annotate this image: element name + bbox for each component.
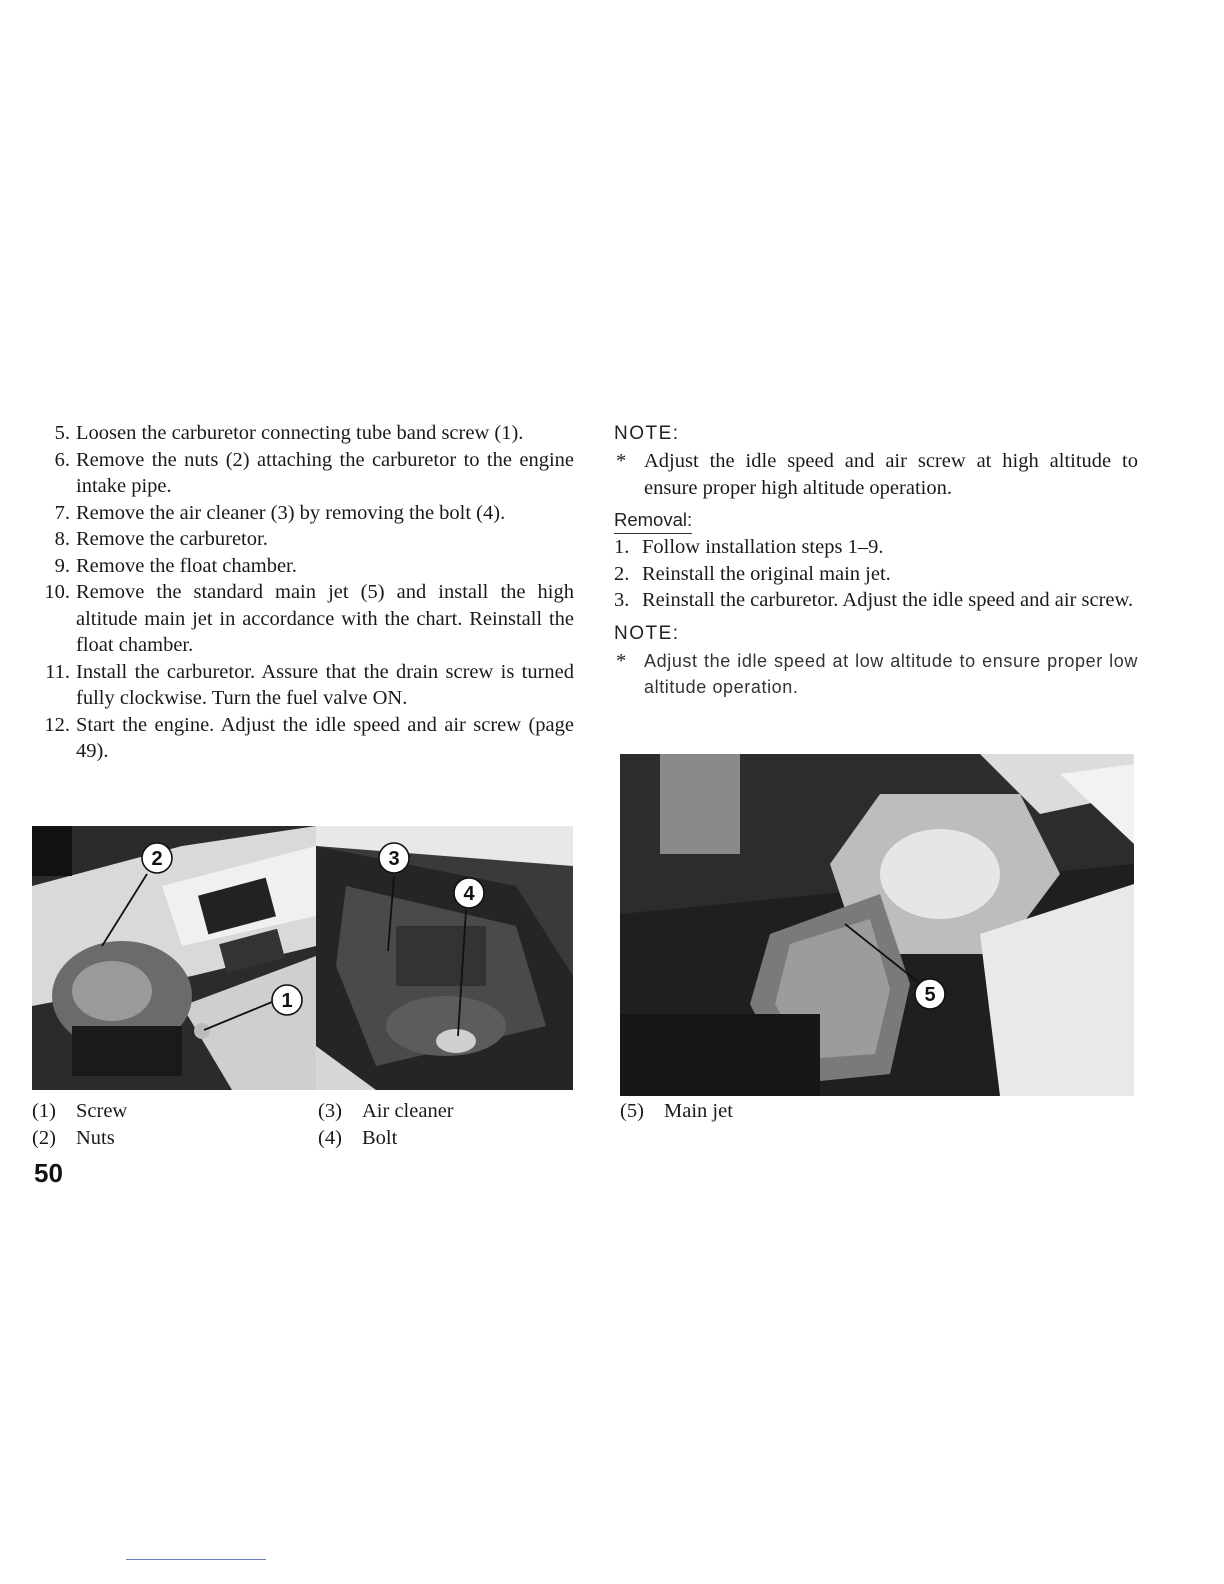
note-low-altitude: * Adjust the idle speed at low altitude to ensure proper low altitude operation. xyxy=(614,648,1138,701)
removal-step-2: 2. Reinstall the original main jet. xyxy=(614,562,891,585)
callout-1: 1 xyxy=(281,990,293,1012)
callout-3: 3 xyxy=(388,848,400,870)
step-11: 11. Install the carburetor. Assure that the drain screw is turned fully clockwise. Turn the fuel valve ON. xyxy=(45,660,574,709)
caption-photo-3 xyxy=(620,1098,733,1125)
caption-item: (5) Main jet xyxy=(620,1100,733,1122)
caption-item: (3) Air cleaner xyxy=(318,1100,454,1122)
removal-step-1: 1. Follow installation steps 1–9. xyxy=(614,536,884,558)
photo-main-jet xyxy=(620,754,1134,1096)
callout-5: 5 xyxy=(924,984,936,1006)
step-5: 5. Loosen the carburetor connecting tube band screw (1). xyxy=(54,422,524,444)
removal-section xyxy=(614,507,1138,614)
caption-item: (4) Bolt xyxy=(318,1127,398,1149)
step-10: 10. Remove the standard main jet (5) and install the high altitude main jet in accordance with the chart. Reinstall the float chamber. xyxy=(44,581,574,656)
step-8: 8. Remove the carburetor. xyxy=(54,528,268,550)
callout-4: 4 xyxy=(463,883,475,905)
caption-item: (2) Nuts xyxy=(32,1127,115,1149)
step-6: 6. Remove the nuts (2) attaching the carburetor to the engine intake pipe. xyxy=(54,448,574,497)
removal-step-3: 3. Reinstall the carburetor. Adjust the idle speed and air screw. xyxy=(614,589,1134,611)
note-heading-high-altitude: NOTE: xyxy=(614,423,680,444)
photo-carburetor-screw-nuts xyxy=(32,826,316,1090)
photo-air-cleaner-bolt xyxy=(316,826,573,1090)
step-12: 12. Start the engine. Adjust the idle speed and air screw (page 49). xyxy=(44,713,574,762)
right-column xyxy=(614,420,1138,707)
note-high-altitude: * Adjust the idle speed and air screw at high altitude to ensure proper high altitude operation. xyxy=(614,448,1138,501)
installation-steps xyxy=(34,420,574,765)
step-7: 7. Remove the air cleaner (3) by removing the bolt (4). xyxy=(54,501,506,524)
note-heading-low-altitude: NOTE: xyxy=(614,622,680,644)
caption-item: (1) Screw xyxy=(32,1100,128,1122)
asterisk-icon: * xyxy=(616,649,627,672)
asterisk-icon: * xyxy=(616,450,627,472)
removal-heading: Removal: xyxy=(614,507,692,534)
callout-2: 2 xyxy=(151,848,163,870)
caption-photo-1 xyxy=(32,1098,127,1152)
page-number: 50 xyxy=(34,1158,63,1188)
step-9: 9. Remove the float chamber. xyxy=(54,554,297,577)
caption-photo-2 xyxy=(318,1098,454,1152)
footer-rule xyxy=(126,1559,266,1560)
